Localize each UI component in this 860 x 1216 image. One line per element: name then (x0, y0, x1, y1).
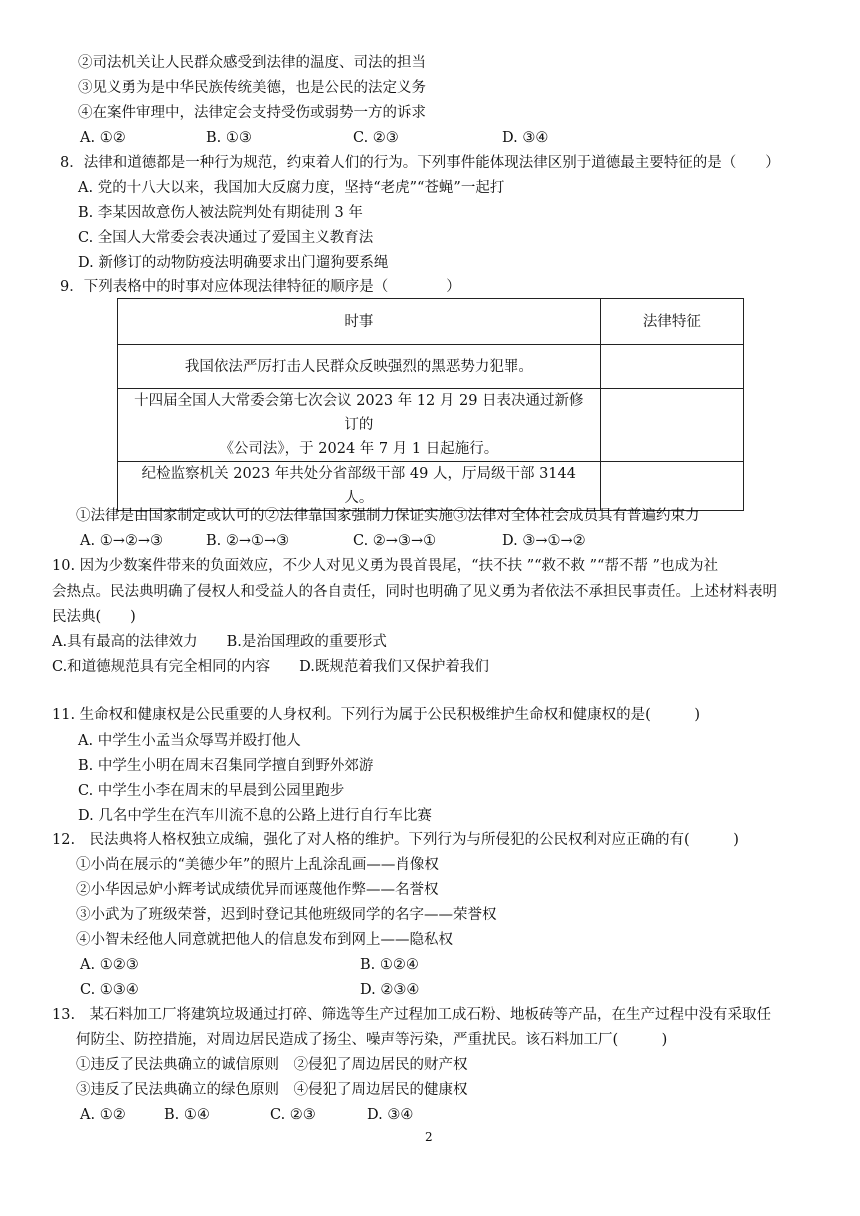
q13-option-b[interactable]: B. ①④ (164, 1107, 210, 1123)
q8-option-a[interactable]: A. 党的十八大以来，我国加大反腐力度，坚持“老虎”“苍蝇”一起打 (78, 180, 505, 196)
page-number: 2 (425, 1130, 433, 1144)
q13-line-1: 13. 某石料加工厂将建筑垃圾通过打碎、筛选等生产过程加工成石粉、地板砖等产品，在生产过程中没有采取任 (52, 1007, 772, 1023)
table-row-3-event: 纪检监察机关 2023 年共处分省部级干部 49 人，厅局级干部 3144 人。 (118, 462, 601, 511)
q13-item-12: ①违反了民法典确立的诚信原则 ②侵犯了周边居民的财产权 (76, 1057, 468, 1073)
table-row-2-answer[interactable] (600, 389, 743, 462)
q8-option-c[interactable]: C. 全国人大常委会表决通过了爱国主义教育法 (78, 230, 374, 246)
q7-option-a[interactable]: A. ①② (80, 130, 126, 146)
q12-item-1: ①小尚在展示的“美德少年”的照片上乱涂乱画——肖像权 (76, 857, 439, 873)
q10-line-3: 民法典( ) (52, 609, 136, 625)
q13-item-34: ③违反了民法典确立的绿色原则 ④侵犯了周边居民的健康权 (76, 1082, 468, 1098)
table-header-event: 时事 (118, 299, 601, 345)
q7-option-d[interactable]: D. ③④ (502, 130, 549, 146)
q9-stem: 9．下列表格中的时事对应体现法律特征的顺序是（ ） (60, 279, 461, 295)
q7-item-4: ④在案件审理中，法律定会支持受伤或弱势一方的诉求 (78, 105, 426, 121)
q10-line-2: 会热点。民法典明确了侵权人和受益人的各自责任，同时也明确了见义勇为者依法不承担民事责任。上述材料表明 (52, 584, 777, 600)
q12-option-c[interactable]: C. ①③④ (80, 982, 139, 998)
q9-table (117, 298, 744, 511)
q11-option-a[interactable]: A. 中学生小孟当众辱骂并殴打他人 (78, 733, 301, 749)
q7-option-c[interactable]: C. ②③ (353, 130, 399, 146)
q12-option-a[interactable]: A. ①②③ (80, 957, 139, 973)
table-header-feature: 法律特征 (600, 299, 743, 345)
q7-option-b[interactable]: B. ①③ (206, 130, 252, 146)
q8-option-b[interactable]: B. 李某因故意伤人被法院判处有期徒刑 3 年 (78, 205, 363, 221)
q11-option-d[interactable]: D. 几名中学生在汽车川流不息的公路上进行自行车比赛 (78, 808, 432, 824)
q13-option-d[interactable]: D. ③④ (367, 1107, 414, 1123)
q9-option-c[interactable]: C. ②→③→① (353, 533, 437, 549)
q10-options-cd[interactable]: C.和道德规范具有完全相同的内容 D.既规范着我们又保护着我们 (52, 659, 489, 675)
q7-item-2: ②司法机关让人民群众感受到法律的温度、司法的担当 (78, 55, 426, 71)
q11-option-c[interactable]: C. 中学生小李在周末的早晨到公园里跑步 (78, 783, 345, 799)
q13-option-a[interactable]: A. ①② (80, 1107, 126, 1123)
table-row-1-event: 我国依法严厉打击人民群众反映强烈的黑恶势力犯罪。 (118, 345, 601, 389)
q12-item-2: ②小华因忌妒小辉考试成绩优异而诬蔑他作弊——名誉权 (76, 882, 439, 898)
table-row-2-event: 十四届全国人大常委会第七次会议 2023 年 12 月 29 日表决通过新修订的 《公司法》，于 2024 年 7 月 1 日起施行。 (118, 389, 601, 462)
table-row-3-answer[interactable] (600, 462, 743, 511)
q12-stem: 12. 民法典将人格权独立成编，强化了对人格的维护。下列行为与所侵犯的公民权利对应正确的有( ) (52, 832, 739, 848)
q12-item-3: ③小武为了班级荣誉，迟到时登记其他班级同学的名字——荣誉权 (76, 907, 497, 923)
q9-option-d[interactable]: D. ③→①→② (502, 533, 586, 549)
q8-option-d[interactable]: D. 新修订的动物防疫法明确要求出门遛狗要系绳 (78, 255, 389, 271)
q12-item-4: ④小智未经他人同意就把他人的信息发布到网上——隐私权 (76, 932, 453, 948)
q10-line-1: 10. 因为少数案件带来的负面效应，不少人对见义勇为畏首畏尾，“扶不扶 ”“救不救 ”“帮不帮 ”也成为社 (52, 558, 718, 574)
q9-option-a[interactable]: A. ①→②→③ (80, 533, 163, 549)
q11-option-b[interactable]: B. 中学生小明在周末召集同学擅自到野外郊游 (78, 758, 374, 774)
table-row-1-answer[interactable] (600, 345, 743, 389)
q13-option-c[interactable]: C. ②③ (270, 1107, 316, 1123)
q10-options-ab[interactable]: A.具有最高的法律效力 B.是治国理政的重要形式 (52, 634, 387, 650)
q9-features: ①法律是由国家制定或认可的②法律靠国家强制力保证实施③法律对全体社会成员具有普遍约束力 (76, 508, 700, 524)
q7-item-3: ③见义勇为是中华民族传统美德，也是公民的法定义务 (78, 80, 426, 96)
q9-option-b[interactable]: B. ②→①→③ (206, 533, 290, 549)
q12-option-b[interactable]: B. ①②④ (360, 957, 419, 973)
q13-line-2: 何防尘、防控措施，对周边居民造成了扬尘、噪声等污染，严重扰民。该石料加工厂( ) (76, 1032, 668, 1048)
q12-option-d[interactable]: D. ②③④ (360, 982, 420, 998)
q8-stem: 8．法律和道德都是一种行为规范，约束着人们的行为。下列事件能体现法律区别于道德最主要特征的是（ ） (60, 155, 780, 171)
q11-stem: 11. 生命权和健康权是公民重要的人身权利。下列行为属于公民积极维护生命权和健康权的是( ) (52, 707, 700, 723)
